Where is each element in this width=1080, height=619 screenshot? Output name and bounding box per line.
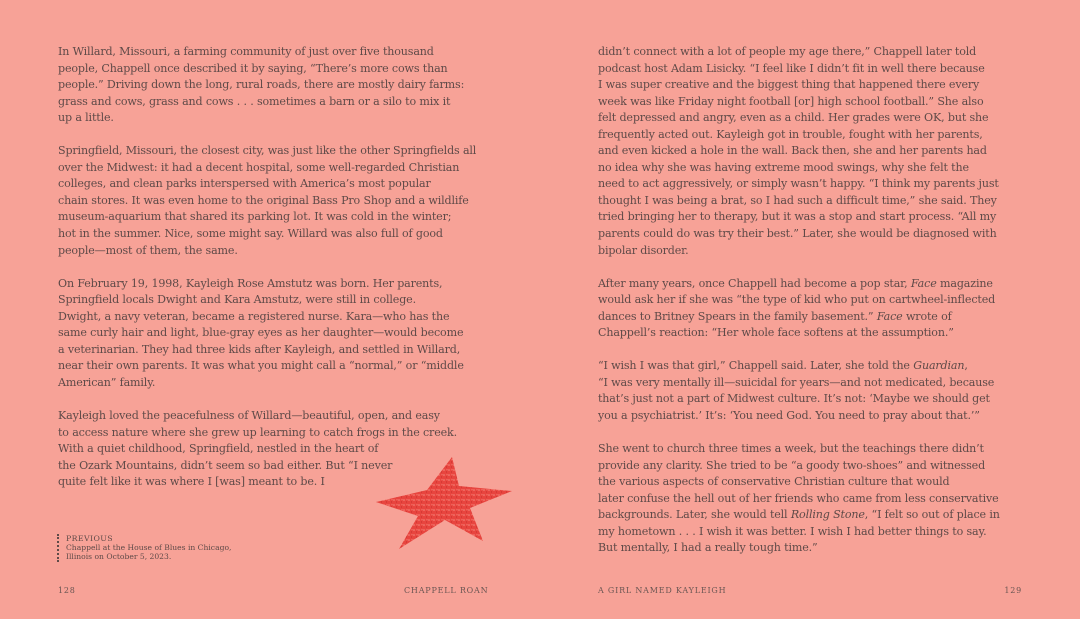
text-line: bipolar disorder. [598,243,689,257]
paragraph [58,276,484,392]
text-line: She went to church three times a week, but the teachings there didn’t [598,442,984,456]
text-line: parents could do was try their best.” Later, she would be diagnosed with [598,227,997,241]
text-line: the Ozark Mountains, didn’t seem so bad either. But “I never [58,458,393,472]
paragraph [598,276,1024,342]
text-line: American” family. [58,375,156,389]
text-line: Chappell’s reaction: “Her whole face softens at the assumption.” [598,326,954,340]
paragraph [58,44,484,127]
text-line: frequently acted out. Kayleigh got in trouble, fought with her parents, [598,127,983,141]
glitter-star-icon [373,454,515,556]
text-line: and even kicked a hole in the wall. Back then, she and her parents had [598,144,987,158]
text-line: hot in the summer. Nice, some might say. Willard was also full of good [58,227,443,241]
text-line: “I wish I was that girl,” Chappell said. Later, she told the Guardian, [598,359,968,373]
text-line: later confuse the hell out of her friends who came from less conservative [598,491,999,505]
text-line: tried bringing her to therapy, but it was a stop and start process. “All my [598,210,997,224]
text-line: no idea why she was having extreme mood swings, why she felt the [598,160,969,174]
text-line: Kayleigh loved the peacefulness of Willard—beautiful, open, and easy [58,409,440,423]
page-number-left: 128 [58,586,76,595]
text-line: to access nature where she grew up learning to catch frogs in the creek. [58,425,457,439]
text-line: Springfield locals Dwight and Kara Amstutz, were still in college. [58,293,416,307]
text-line: people—most of them, the same. [58,243,238,257]
text-line: Springfield, Missouri, the closest city, was just like the other Springfields all [58,144,477,158]
caption-heading: PREVIOUS [66,534,114,543]
text-line: same curly hair and light, blue-gray eyes as her daughter—would become [58,326,464,340]
text-line: you a psychiatrist.’ It’s: ‘You need God. You need to pray about that.’” [598,409,980,423]
text-line: Dwight, a navy veteran, became a registered nurse. Kara—who has the [58,309,450,323]
text-line: In Willard, Missouri, a farming community of just over five thousand [58,45,434,58]
caption-line: Illinois on October 5, 2023. [66,552,172,562]
text-line: “I was very mentally ill—suicidal for years—and not medicated, because [598,375,995,389]
paragraph [598,441,1024,557]
text-line: podcast host Adam Lisicky. “I feel like I didn’t fit in well there because [598,61,985,75]
text-line: need to act aggressively, or simply wasn’t happy. “I think my parents just [598,177,999,191]
caption-line: Chappell at the House of Blues in Chicago, [66,543,232,553]
page-number-right: 129 [1004,586,1022,595]
text-line: chain stores. It was even home to the original Bass Pro Shop and a wildlife [58,193,469,207]
text-line: I was super creative and the biggest thing that happened there every [598,78,980,92]
text-line: With a quiet childhood, Springfield, nestled in the heart of [58,442,379,456]
text-line: provide any clarity. She tried to be “a goody two-shoes” and witnessed [598,458,986,472]
running-head-right: A GIRL NAMED KAYLEIGH [598,586,727,595]
running-head-left: CHAPPELL ROAN [404,586,489,595]
paragraph [598,44,1024,259]
left-body-text [58,44,484,507]
text-line: museum-aquarium that shared its parking lot. It was cold in the winter; [58,210,452,224]
text-line: quite felt like it was where I [was] meant to be. I [58,475,325,489]
right-body-text [598,44,1024,574]
photo-caption [57,534,231,562]
text-line: didn’t connect with a lot of people my age there,” Chappell later told [598,45,977,58]
text-line: week was like Friday night football [or] high school football.” She also [598,94,984,108]
text-line: grass and cows, grass and cows . . . sometimes a barn or a silo to mix it [58,94,451,108]
text-line: But mentally, I had a really tough time.” [598,541,818,555]
text-line: would ask her if she was “the type of kid who put on cartwheel-inflected [598,293,996,307]
text-line: near their own parents. It was what you might call a “normal,” or “middle [58,359,464,373]
paragraph [598,358,1024,424]
text-line: up a little. [58,111,114,125]
text-line: my hometown . . . I wish it was better. I wish I had better things to say. [598,524,987,538]
text-line: dances to Britney Spears in the family basement.” Face wrote of [598,309,952,323]
text-line: people, Chappell once described it by saying, “There’s more cows than [58,61,448,75]
text-line: After many years, once Chappell had become a pop star, Face magazine [598,276,993,290]
text-line: felt depressed and angry, even as a child. Her grades were OK, but she [598,111,989,125]
text-line: that’s just not a part of Midwest culture. It’s not: ‘Maybe we should get [598,392,990,406]
paragraph [58,143,484,259]
text-line: a veterinarian. They had three kids after Kayleigh, and settled in Willard, [58,342,461,356]
text-line: people.” Driving down the long, rural roads, there are mostly dairy farms: [58,78,465,92]
text-line: the various aspects of conservative Christian culture that would [598,475,950,489]
right-page [540,0,1080,619]
text-line: thought I was being a brat, so I had such a difficult time,” she said. They [598,193,997,207]
text-line: colleges, and clean parks interspersed with America’s most popular [58,177,431,191]
text-line: over the Midwest: it had a decent hospital, some well-regarded Christian [58,160,460,174]
text-line: On February 19, 1998, Kayleigh Rose Amstutz was born. Her parents, [58,276,443,290]
text-line: backgrounds. Later, she would tell Rolling Stone, “I felt so out of place in [598,508,1000,522]
